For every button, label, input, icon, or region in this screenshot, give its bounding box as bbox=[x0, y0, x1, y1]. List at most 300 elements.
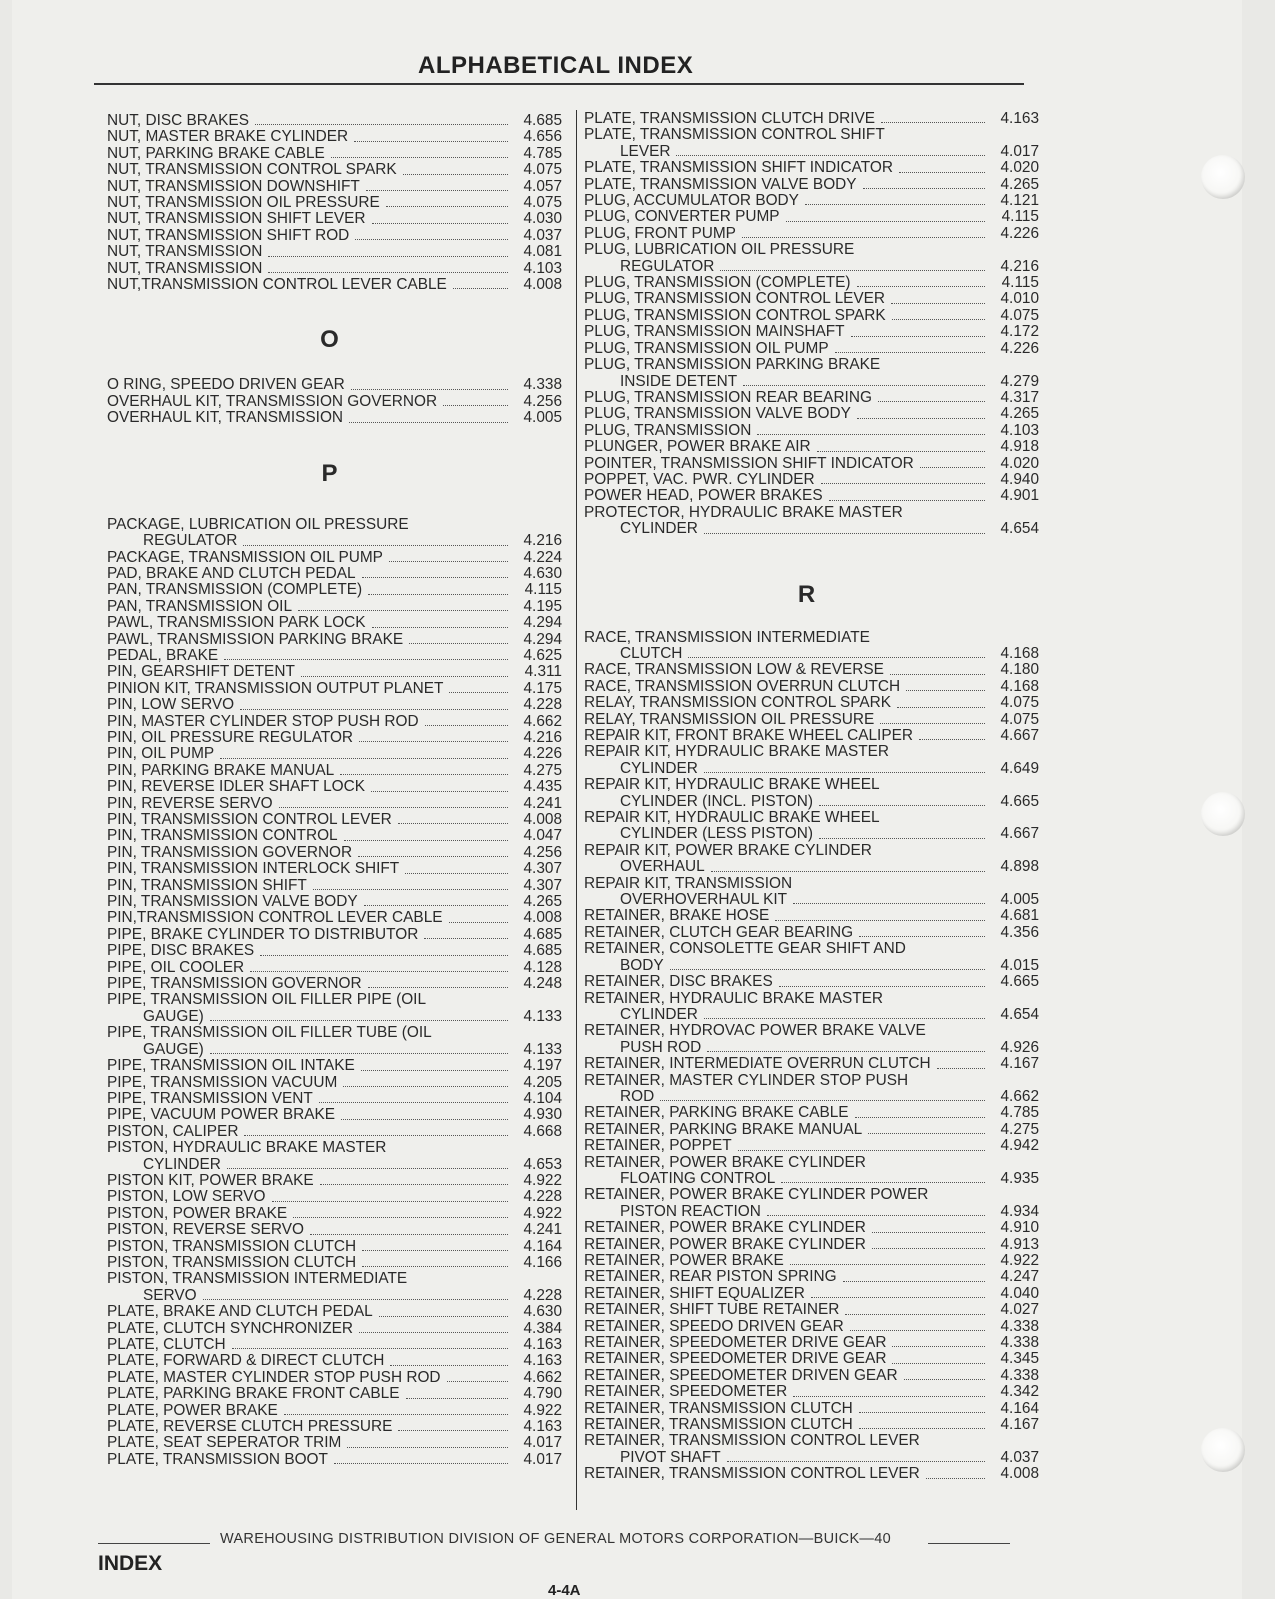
dot-leader bbox=[920, 467, 985, 468]
index-entry bbox=[584, 406, 1039, 422]
index-entry bbox=[584, 456, 1039, 472]
entry-label: PIN, MASTER CYLINDER STOP PUSH ROD bbox=[107, 712, 419, 730]
entry-page: 4.015 bbox=[1000, 956, 1039, 974]
entry-page: 4.115 bbox=[524, 581, 562, 599]
entry-page: 4.167 bbox=[1000, 1416, 1039, 1434]
entry-page: 4.037 bbox=[1000, 1448, 1039, 1466]
dot-leader bbox=[268, 272, 508, 273]
entry-page: 4.103 bbox=[1000, 421, 1039, 439]
entry-page: 4.668 bbox=[523, 1122, 562, 1140]
index-entry bbox=[107, 517, 562, 550]
index-entry bbox=[584, 1023, 1039, 1056]
index-entry bbox=[107, 377, 562, 393]
dot-leader bbox=[227, 1168, 508, 1169]
index-entry bbox=[107, 179, 562, 195]
entry-label: INSIDE DETENT bbox=[620, 372, 738, 390]
dot-leader bbox=[899, 172, 985, 173]
entry-label: PIN, TRANSMISSION SHIFT bbox=[107, 876, 307, 894]
entry-label: PISTON, HYDRAULIC BRAKE MASTER bbox=[107, 1139, 387, 1157]
index-entry bbox=[584, 1155, 1039, 1188]
entry-label: PIN, OIL PRESSURE REGULATOR bbox=[107, 728, 354, 746]
entry-label: PLATE, TRANSMISSION VALVE BODY bbox=[584, 175, 857, 193]
entry-label: REGULATOR bbox=[143, 532, 238, 550]
index-entry bbox=[107, 1452, 562, 1468]
entry-label: PLATE, BRAKE AND CLUTCH PEDAL bbox=[107, 1303, 373, 1321]
entry-label: PAN, TRANSMISSION (COMPLETE) bbox=[107, 581, 363, 599]
entry-label: PLUNGER, POWER BRAKE AIR bbox=[584, 438, 811, 456]
entry-page: 4.667 bbox=[1000, 825, 1039, 843]
entry-label: PLATE, SEAT SEPERATOR TRIM bbox=[107, 1434, 342, 1452]
index-entry bbox=[107, 1239, 562, 1255]
entry-label: PLATE, CLUTCH SYNCHRONIZER bbox=[107, 1319, 353, 1337]
entry-page: 4.338 bbox=[1000, 1334, 1039, 1352]
entry-label: CYLINDER (INCL. PISTON) bbox=[620, 792, 813, 810]
index-entry bbox=[107, 146, 562, 162]
entry-label: REGULATOR bbox=[620, 257, 715, 275]
entry-page: 4.435 bbox=[523, 778, 562, 796]
index-entry bbox=[584, 1433, 1039, 1466]
entry-page: 4.075 bbox=[1000, 306, 1039, 324]
dot-leader bbox=[872, 1232, 985, 1233]
entry-page: 4.922 bbox=[1000, 1252, 1039, 1269]
entry-page: 4.898 bbox=[1000, 858, 1039, 876]
entry-label: PISTON REACTION bbox=[620, 1202, 761, 1220]
index-entry bbox=[584, 974, 1039, 990]
entry-page: 4.040 bbox=[1000, 1284, 1039, 1302]
dot-leader bbox=[298, 610, 508, 611]
index-entry bbox=[107, 779, 562, 795]
entry-label: NUT,TRANSMISSION CONTROL LEVER CABLE bbox=[107, 276, 447, 294]
entry-page: 4.922 bbox=[523, 1204, 562, 1222]
entry-page: 4.168 bbox=[1000, 644, 1039, 662]
entry-page: 4.197 bbox=[523, 1057, 562, 1075]
index-entry bbox=[107, 845, 562, 861]
dot-leader bbox=[453, 288, 508, 289]
entry-page: 4.226 bbox=[1000, 224, 1039, 242]
dot-leader bbox=[919, 739, 985, 740]
entry-label: PIPE, BRAKE CYLINDER TO DISTRIBUTOR bbox=[107, 925, 419, 943]
dot-leader bbox=[349, 422, 508, 423]
dot-leader bbox=[819, 805, 985, 806]
entry-page: 4.020 bbox=[1000, 454, 1039, 472]
index-entry bbox=[584, 728, 1039, 744]
entry-label: NUT, TRANSMISSION SHIFT LEVER bbox=[107, 210, 366, 228]
dot-leader bbox=[331, 157, 508, 158]
entry-page: 4.133 bbox=[523, 1040, 562, 1058]
index-entry bbox=[107, 1353, 562, 1369]
entry-label: PISTON, CALIPER bbox=[107, 1122, 239, 1140]
index-entry bbox=[584, 390, 1039, 406]
dot-leader bbox=[851, 336, 985, 337]
dot-leader bbox=[811, 1297, 985, 1298]
entry-page: 4.005 bbox=[1000, 891, 1039, 909]
entry-label: PISTON, TRANSMISSION INTERMEDIATE bbox=[107, 1270, 408, 1288]
entry-label: PLATE, FORWARD & DIRECT CLUTCH bbox=[107, 1352, 385, 1370]
entry-label: RETAINER, POWER BRAKE CYLINDER bbox=[584, 1235, 866, 1253]
entry-page: 4.008 bbox=[523, 909, 562, 927]
entry-page: 4.075 bbox=[523, 161, 562, 179]
dot-leader bbox=[272, 1201, 508, 1202]
entry-page: 4.163 bbox=[523, 1418, 562, 1436]
title-rule bbox=[94, 83, 1024, 85]
dot-leader bbox=[904, 1379, 985, 1380]
entry-label: PLATE, TRANSMISSION SHIFT INDICATOR bbox=[584, 159, 893, 177]
entry-page: 4.030 bbox=[523, 210, 562, 228]
dot-leader bbox=[892, 319, 985, 320]
entry-page: 4.216 bbox=[523, 728, 562, 746]
dot-leader bbox=[341, 1119, 508, 1120]
entry-label: PIN, TRANSMISSION CONTROL LEVER bbox=[107, 811, 392, 828]
entry-page: 4.910 bbox=[1000, 1219, 1039, 1237]
index-entry bbox=[107, 1091, 562, 1107]
entry-label: NUT, PARKING BRAKE CABLE bbox=[107, 144, 325, 162]
entry-page: 4.248 bbox=[523, 975, 562, 993]
binder-hole bbox=[1201, 155, 1245, 199]
dot-leader bbox=[707, 1051, 985, 1052]
dot-leader bbox=[425, 725, 508, 726]
dot-leader bbox=[781, 1182, 985, 1183]
entry-page: 4.241 bbox=[523, 794, 562, 812]
dot-leader bbox=[398, 823, 508, 824]
dot-leader bbox=[704, 1018, 985, 1019]
entry-page: 4.017 bbox=[1000, 142, 1039, 160]
letter-heading: O bbox=[320, 326, 339, 354]
dot-leader bbox=[786, 221, 985, 222]
index-entry bbox=[107, 129, 562, 145]
dot-leader bbox=[250, 971, 508, 972]
index-entry bbox=[107, 244, 562, 260]
dot-leader bbox=[790, 1264, 985, 1265]
entry-page: 4.005 bbox=[523, 409, 562, 427]
entry-label: OVERHOVERHAUL KIT bbox=[620, 891, 788, 909]
letter-heading: R bbox=[797, 580, 816, 608]
dot-leader bbox=[362, 1266, 508, 1267]
entry-label: REPAIR KIT, HYDRAULIC BRAKE WHEEL bbox=[584, 776, 880, 794]
entry-label: RETAINER, SPEEDOMETER DRIVE GEAR bbox=[584, 1334, 887, 1352]
entry-label: PIPE, TRANSMISSION VACUUM bbox=[107, 1073, 338, 1091]
index-entry bbox=[584, 1187, 1039, 1220]
page-number: 4-4A bbox=[548, 1582, 581, 1599]
entry-label: RETAINER, HYDROVAC POWER BRAKE VALVE bbox=[584, 1022, 926, 1040]
dot-leader bbox=[210, 1053, 508, 1054]
index-entry bbox=[107, 1140, 562, 1173]
entry-page: 4.630 bbox=[523, 564, 562, 582]
entry-label: PIN, OIL PUMP bbox=[107, 745, 215, 763]
index-entry bbox=[584, 925, 1039, 941]
entry-page: 4.665 bbox=[1000, 792, 1039, 810]
dot-leader bbox=[868, 1133, 985, 1134]
entry-page: 4.922 bbox=[523, 1171, 562, 1189]
dot-leader bbox=[361, 1070, 508, 1071]
index-entry bbox=[584, 679, 1039, 695]
index-entry bbox=[107, 394, 562, 410]
dot-leader bbox=[843, 1281, 985, 1282]
index-entry bbox=[584, 1302, 1039, 1318]
entry-label: PIVOT SHAFT bbox=[620, 1448, 721, 1466]
dot-leader bbox=[409, 643, 508, 644]
entry-label: PIPE, VACUUM POWER BRAKE bbox=[107, 1106, 336, 1124]
entry-label: PIN, TRANSMISSION CONTROL bbox=[107, 827, 338, 845]
entry-label: PIN, REVERSE SERVO bbox=[107, 794, 273, 812]
entry-page: 4.133 bbox=[523, 1007, 562, 1025]
index-entry bbox=[584, 423, 1039, 439]
entry-page: 4.311 bbox=[524, 663, 562, 681]
dot-leader bbox=[203, 1299, 508, 1300]
dot-leader bbox=[406, 1398, 509, 1399]
entry-label: PIPE, TRANSMISSION GOVERNOR bbox=[107, 975, 362, 993]
entry-label: PISTON, POWER BRAKE bbox=[107, 1204, 288, 1222]
entry-label: PLATE, TRANSMISSION CLUTCH DRIVE bbox=[584, 110, 876, 127]
index-entry bbox=[584, 111, 1039, 127]
entry-page: 4.075 bbox=[1000, 694, 1039, 712]
index-entry bbox=[584, 472, 1039, 488]
entry-page: 4.075 bbox=[1000, 710, 1039, 728]
index-entry bbox=[107, 664, 562, 680]
entry-page: 4.226 bbox=[523, 745, 562, 763]
dot-leader bbox=[389, 561, 508, 562]
entry-page: 4.256 bbox=[523, 392, 562, 410]
index-entry bbox=[107, 566, 562, 582]
entry-label: PIPE, TRANSMISSION OIL INTAKE bbox=[107, 1057, 355, 1075]
index-entry bbox=[584, 505, 1039, 538]
dot-leader bbox=[301, 676, 508, 677]
index-entry bbox=[107, 1206, 562, 1222]
column-divider bbox=[576, 110, 577, 1510]
dot-leader bbox=[340, 774, 508, 775]
index-entry bbox=[107, 1403, 562, 1419]
entry-page: 4.317 bbox=[1000, 388, 1039, 406]
entry-page: 4.226 bbox=[1000, 339, 1039, 357]
entry-page: 4.163 bbox=[523, 1352, 562, 1370]
dot-leader bbox=[364, 905, 508, 906]
index-entry bbox=[584, 908, 1039, 924]
entry-page: 4.265 bbox=[1000, 405, 1039, 423]
index-entry bbox=[107, 927, 562, 943]
entry-page: 4.356 bbox=[1000, 923, 1039, 941]
entry-label: PIN, GEARSHIFT DETENT bbox=[107, 663, 295, 681]
entry-label: PIPE, TRANSMISSION VENT bbox=[107, 1089, 313, 1107]
entry-label: CYLINDER bbox=[620, 759, 698, 777]
entry-page: 4.790 bbox=[523, 1385, 562, 1403]
dot-leader bbox=[704, 533, 985, 534]
entry-page: 4.294 bbox=[523, 614, 562, 632]
entry-page: 4.654 bbox=[1000, 520, 1039, 538]
entry-page: 4.681 bbox=[1000, 907, 1039, 925]
dot-leader bbox=[926, 1478, 985, 1479]
entry-page: 4.047 bbox=[523, 827, 562, 845]
entry-page: 4.057 bbox=[523, 177, 562, 195]
entry-page: 4.685 bbox=[523, 942, 562, 960]
entry-label: PLUG, TRANSMISSION OIL PUMP bbox=[584, 339, 829, 357]
dot-leader bbox=[742, 237, 985, 238]
index-entry bbox=[107, 894, 562, 910]
entry-label: RACE, TRANSMISSION INTERMEDIATE bbox=[584, 628, 870, 646]
dot-leader bbox=[859, 1428, 985, 1429]
dot-leader bbox=[379, 1316, 508, 1317]
dot-leader bbox=[362, 577, 508, 578]
entry-page: 4.175 bbox=[523, 679, 562, 697]
entry-label: RACE, TRANSMISSION LOW & REVERSE bbox=[584, 661, 884, 679]
dot-leader bbox=[268, 256, 508, 257]
entry-label: PLATE, PARKING BRAKE FRONT CABLE bbox=[107, 1385, 400, 1403]
dot-leader bbox=[660, 1100, 985, 1101]
index-entry bbox=[107, 1189, 562, 1205]
dot-leader bbox=[313, 889, 508, 890]
entry-label: PLATE, REVERSE CLUTCH PRESSURE bbox=[107, 1418, 393, 1436]
entry-label: POPPET, VAC. PWR. CYLINDER bbox=[584, 470, 815, 488]
entry-label: PAD, BRAKE AND CLUTCH PEDAL bbox=[107, 564, 356, 582]
index-entry bbox=[107, 261, 562, 277]
dot-leader bbox=[405, 873, 508, 874]
entry-page: 4.654 bbox=[1000, 1005, 1039, 1023]
index-entry bbox=[107, 1304, 562, 1320]
dot-leader bbox=[320, 1184, 508, 1185]
index-entry bbox=[107, 960, 562, 976]
index-entry bbox=[584, 1269, 1039, 1285]
entry-page: 4.942 bbox=[1000, 1137, 1039, 1155]
dot-leader bbox=[220, 758, 508, 759]
entry-label: NUT, TRANSMISSION bbox=[107, 259, 263, 277]
entry-label: CYLINDER bbox=[620, 1005, 698, 1023]
dot-leader bbox=[244, 1135, 508, 1136]
entry-page: 4.037 bbox=[523, 226, 562, 244]
entry-label: PISTON, REVERSE SERVO bbox=[107, 1221, 305, 1239]
entry-label: PIN, TRANSMISSION INTERLOCK SHIFT bbox=[107, 860, 400, 878]
dot-leader bbox=[775, 920, 985, 921]
dot-leader bbox=[881, 122, 985, 123]
index-entry bbox=[107, 910, 562, 926]
dot-leader bbox=[366, 190, 508, 191]
entry-label: POINTER, TRANSMISSION SHIFT INDICATOR bbox=[584, 454, 914, 472]
index-entry bbox=[107, 599, 562, 615]
entry-label: RETAINER, TRANSMISSION CONTROL LEVER bbox=[584, 1432, 920, 1450]
entry-page: 4.172 bbox=[1000, 323, 1039, 341]
entry-label: PLATE, TRANSMISSION BOOT bbox=[107, 1450, 328, 1468]
index-entry bbox=[107, 1025, 562, 1058]
entry-label: PUSH ROD bbox=[620, 1038, 702, 1056]
entry-label: ROD bbox=[620, 1087, 655, 1105]
index-entry bbox=[107, 681, 562, 697]
index-entry bbox=[107, 211, 562, 227]
dot-leader bbox=[859, 1412, 985, 1413]
index-entry bbox=[107, 1075, 562, 1091]
dot-leader bbox=[255, 124, 508, 125]
entry-label: PLATE, CLUTCH bbox=[107, 1336, 226, 1353]
entry-page: 4.785 bbox=[1000, 1104, 1039, 1122]
entry-label: RETAINER, CONSOLETTE GEAR SHIFT AND bbox=[584, 940, 906, 958]
index-entry bbox=[107, 648, 562, 664]
index-entry bbox=[584, 160, 1039, 176]
index-entry bbox=[584, 744, 1039, 777]
dot-leader bbox=[845, 1314, 985, 1315]
entry-label: SERVO bbox=[143, 1286, 197, 1304]
entry-label: PAWL, TRANSMISSION PARKING BRAKE bbox=[107, 630, 404, 648]
entry-label: PLUG, TRANSMISSION MAINSHAFT bbox=[584, 323, 845, 341]
entry-page: 4.685 bbox=[523, 112, 562, 129]
dot-leader bbox=[424, 938, 508, 939]
index-entry bbox=[584, 209, 1039, 225]
entry-label: CLUTCH bbox=[620, 644, 683, 662]
entry-page: 4.275 bbox=[523, 761, 562, 779]
dot-leader bbox=[362, 1250, 508, 1251]
index-entry bbox=[584, 291, 1039, 307]
index-entry bbox=[584, 810, 1039, 843]
entry-page: 4.662 bbox=[523, 1368, 562, 1386]
entry-page: 4.008 bbox=[523, 276, 562, 294]
entry-page: 4.010 bbox=[1000, 290, 1039, 308]
entry-label: RACE, TRANSMISSION OVERRUN CLUTCH bbox=[584, 677, 901, 695]
footer-text: WAREHOUSING DISTRIBUTION DIVISION OF GENERAL MOTORS CORPORATION—BUICK—40 bbox=[220, 1531, 891, 1547]
entry-label: PLUG, TRANSMISSION REAR BEARING bbox=[584, 388, 872, 406]
index-entry bbox=[107, 228, 562, 244]
index-entry bbox=[107, 1173, 562, 1189]
dot-leader bbox=[293, 1217, 508, 1218]
index-entry bbox=[584, 662, 1039, 678]
entry-label: NUT, TRANSMISSION bbox=[107, 243, 263, 261]
dot-leader bbox=[880, 723, 985, 724]
entry-label: RETAINER, BRAKE HOSE bbox=[584, 907, 770, 925]
index-entry bbox=[107, 1337, 562, 1353]
entry-label: RETAINER, TRANSMISSION CLUTCH bbox=[584, 1399, 853, 1417]
entry-page: 4.384 bbox=[523, 1319, 562, 1337]
entry-label: PLUG, TRANSMISSION (COMPLETE) bbox=[584, 274, 851, 292]
index-entry bbox=[584, 941, 1039, 974]
dot-leader bbox=[793, 1396, 985, 1397]
entry-label: RETAINER, CLUTCH GEAR BEARING bbox=[584, 923, 854, 941]
dot-leader bbox=[224, 659, 508, 660]
entry-label: LEVER bbox=[620, 142, 671, 160]
entry-label: NUT, TRANSMISSION CONTROL SPARK bbox=[107, 161, 397, 179]
entry-label: PLUG, TRANSMISSION VALVE BODY bbox=[584, 405, 851, 423]
entry-label: PLUG, CONVERTER PUMP bbox=[584, 208, 780, 226]
dot-leader bbox=[343, 1086, 508, 1087]
entry-page: 4.307 bbox=[523, 876, 562, 894]
entry-page: 4.294 bbox=[523, 630, 562, 648]
index-entry bbox=[107, 730, 562, 746]
index-entry bbox=[584, 439, 1039, 455]
entry-page: 4.662 bbox=[523, 712, 562, 730]
index-entry bbox=[584, 777, 1039, 810]
entry-label: RETAINER, HYDRAULIC BRAKE MASTER bbox=[584, 989, 884, 1007]
entry-label: BODY bbox=[620, 956, 664, 974]
entry-page: 4.104 bbox=[523, 1089, 562, 1107]
entry-page: 4.901 bbox=[1000, 487, 1039, 505]
index-entry bbox=[584, 991, 1039, 1024]
entry-page: 4.625 bbox=[523, 646, 562, 664]
entry-label: NUT, TRANSMISSION SHIFT ROD bbox=[107, 226, 350, 244]
index-entry bbox=[584, 193, 1039, 209]
index-entry bbox=[584, 1384, 1039, 1400]
index-entry bbox=[107, 992, 562, 1025]
index-entry bbox=[584, 1286, 1039, 1302]
entry-label: PROTECTOR, HYDRAULIC BRAKE MASTER bbox=[584, 503, 903, 521]
index-entry bbox=[107, 1386, 562, 1402]
entry-page: 4.167 bbox=[1000, 1055, 1039, 1073]
entry-page: 4.008 bbox=[1000, 1465, 1039, 1483]
entry-page: 4.653 bbox=[523, 1155, 562, 1173]
dot-leader bbox=[232, 1348, 508, 1349]
index-entry bbox=[584, 357, 1039, 390]
index-entry bbox=[584, 341, 1039, 357]
index-entry bbox=[107, 410, 562, 426]
entry-page: 4.247 bbox=[1000, 1268, 1039, 1286]
entry-page: 4.279 bbox=[1000, 372, 1039, 390]
entry-label: PLUG, TRANSMISSION CONTROL LEVER bbox=[584, 290, 886, 308]
entry-label: RETAINER, MASTER CYLINDER STOP PUSH bbox=[584, 1071, 909, 1089]
dot-leader bbox=[386, 206, 508, 207]
dot-leader bbox=[805, 204, 985, 205]
index-entry bbox=[584, 876, 1039, 909]
